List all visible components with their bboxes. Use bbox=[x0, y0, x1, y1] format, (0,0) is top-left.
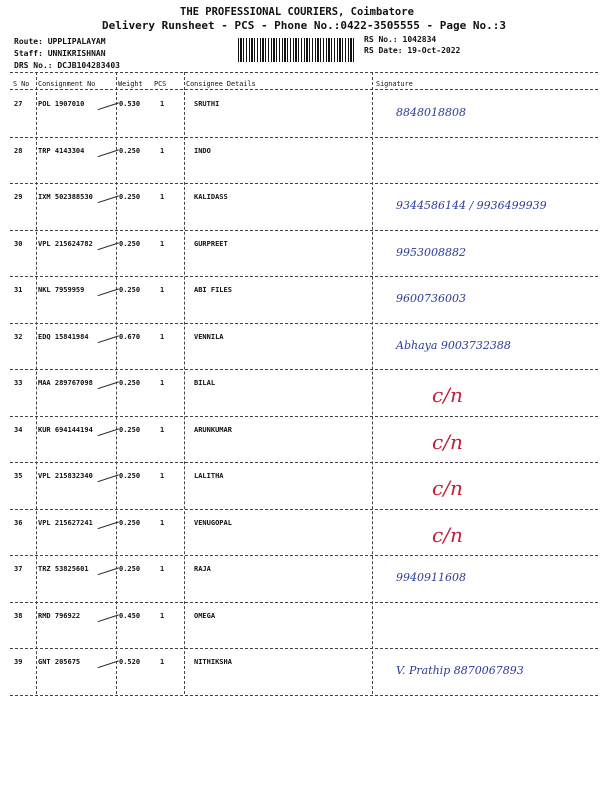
pieces-count: 1 bbox=[160, 565, 165, 573]
weight-value: 0.250 bbox=[119, 518, 141, 527]
consignment-number: GNT 205675 bbox=[38, 658, 81, 666]
weight-value: 0.250 bbox=[119, 239, 141, 248]
col-header-weight: Weight bbox=[118, 80, 143, 88]
serial-number: 37 bbox=[14, 565, 23, 573]
barcode-image bbox=[238, 38, 356, 62]
consignee-name: VENNILA bbox=[194, 332, 224, 341]
col-header-pcs: PCS bbox=[154, 80, 167, 88]
consignee-name: KALIDASS bbox=[194, 193, 228, 201]
row-divider bbox=[10, 602, 598, 603]
serial-number: 32 bbox=[14, 332, 23, 341]
serial-number: 39 bbox=[14, 658, 23, 666]
pieces-count: 1 bbox=[160, 332, 165, 341]
row-divider bbox=[10, 183, 598, 184]
signature-handwriting: 9940911608 bbox=[396, 571, 466, 584]
serial-number: 33 bbox=[14, 379, 23, 387]
consignment-number: VPL 215832340 bbox=[38, 472, 93, 480]
pieces-count: 1 bbox=[160, 518, 165, 527]
consignee-name: RAJA bbox=[194, 565, 211, 573]
weight-value: 0.250 bbox=[119, 472, 141, 480]
pieces-count: 1 bbox=[160, 658, 165, 666]
consignee-name: SRUTHI bbox=[194, 100, 220, 108]
cn-mark: c/n bbox=[432, 429, 463, 454]
consignment-number: VPL 215627241 bbox=[38, 518, 93, 527]
serial-number: 31 bbox=[14, 286, 23, 294]
consignment-number: NKL 7959959 bbox=[38, 286, 85, 294]
pieces-count: 1 bbox=[160, 379, 165, 387]
col-header-consignment: Consignment No bbox=[38, 80, 96, 88]
row-divider bbox=[10, 509, 598, 510]
header-rule bbox=[10, 89, 598, 90]
weight-value: 0.530 bbox=[119, 100, 141, 108]
pieces-count: 1 bbox=[160, 146, 165, 155]
consignment-number: TRZ 53825601 bbox=[38, 565, 89, 573]
consignee-name: BILAL bbox=[194, 379, 216, 387]
pieces-count: 1 bbox=[160, 472, 165, 480]
consignee-name: ABI FILES bbox=[194, 286, 232, 294]
signature-handwriting: 8848018808 bbox=[396, 106, 466, 119]
consignee-name: NITHIKSHA bbox=[194, 658, 232, 666]
document-title: THE PROFESSIONAL COURIERS, Coimbatore bbox=[180, 6, 414, 18]
weight-value: 0.520 bbox=[119, 658, 141, 666]
consignee-name: GURPREET bbox=[194, 239, 228, 248]
serial-number: 38 bbox=[14, 611, 23, 620]
row-divider bbox=[10, 648, 598, 649]
row-divider bbox=[10, 416, 598, 417]
consignee-name: INDO bbox=[194, 146, 211, 155]
serial-number: 36 bbox=[14, 518, 23, 527]
weight-value: 0.250 bbox=[119, 193, 141, 201]
staff-label: Staff: UNNIKRISHNAN bbox=[14, 49, 106, 58]
weight-value: 0.450 bbox=[119, 611, 141, 620]
document-subtitle: Delivery Runsheet - PCS - Phone No.:0422-3505555 - Page No.:3 bbox=[102, 19, 506, 32]
weight-value: 0.250 bbox=[119, 286, 141, 294]
cn-mark: c/n bbox=[432, 476, 463, 500]
row-divider bbox=[10, 276, 598, 277]
consignment-number: KUR 694144194 bbox=[38, 425, 93, 434]
consignee-name: VENUGOPAL bbox=[194, 518, 232, 527]
cn-mark: c/n bbox=[432, 522, 463, 547]
signature-handwriting: 9344586144 / 9936499939 bbox=[396, 199, 547, 212]
row-divider bbox=[10, 555, 598, 556]
consignee-name: ARUNKUMAR bbox=[194, 425, 232, 434]
consignment-number: EDQ 15841984 bbox=[38, 332, 89, 341]
consignment-number: IXM 502388530 bbox=[38, 193, 93, 201]
col-header-sno: S No bbox=[13, 80, 30, 88]
row-divider bbox=[10, 462, 598, 463]
consignment-number: POL 1907010 bbox=[38, 100, 85, 108]
row-divider bbox=[10, 323, 598, 324]
weight-value: 0.250 bbox=[119, 565, 141, 573]
drs-number: DRS No.: DCJB104283403 bbox=[14, 61, 120, 70]
pieces-count: 1 bbox=[160, 193, 165, 201]
pieces-count: 1 bbox=[160, 286, 165, 294]
rs-number: RS No.: 1042834 bbox=[364, 35, 437, 44]
row-divider bbox=[10, 137, 598, 138]
serial-number: 27 bbox=[14, 100, 23, 108]
signature-handwriting: V. Prathip 8870067893 bbox=[396, 664, 524, 677]
weight-value: 0.670 bbox=[119, 332, 141, 341]
row-divider bbox=[10, 695, 598, 696]
weight-value: 0.250 bbox=[119, 379, 141, 387]
table-top-rule bbox=[10, 72, 598, 73]
pieces-count: 1 bbox=[160, 100, 165, 108]
cn-mark: c/n bbox=[432, 383, 463, 407]
consignee-name: OMEGA bbox=[194, 611, 216, 620]
consignee-name: LALITHA bbox=[194, 472, 224, 480]
row-divider bbox=[10, 230, 598, 231]
weight-value: 0.250 bbox=[119, 425, 141, 434]
consignment-number: RMD 796922 bbox=[38, 611, 81, 620]
serial-number: 34 bbox=[14, 425, 23, 434]
rs-date: RS Date: 19-Oct-2022 bbox=[364, 46, 461, 55]
consignment-number: MAA 289767098 bbox=[38, 379, 93, 387]
pieces-count: 1 bbox=[160, 611, 165, 620]
weight-value: 0.250 bbox=[119, 146, 141, 155]
col-header-signature: Signature bbox=[376, 80, 413, 88]
signature-handwriting: Abhaya 9003732388 bbox=[396, 338, 511, 352]
serial-number: 29 bbox=[14, 193, 23, 201]
serial-number: 28 bbox=[14, 146, 23, 155]
serial-number: 30 bbox=[14, 239, 23, 248]
pieces-count: 1 bbox=[160, 239, 165, 248]
serial-number: 35 bbox=[14, 472, 23, 480]
route-label: Route: UPPLIPALAYAM bbox=[14, 37, 106, 46]
consignment-number: VPL 215624782 bbox=[38, 239, 93, 248]
signature-handwriting: 9953008882 bbox=[396, 245, 466, 259]
signature-handwriting: 9600736003 bbox=[396, 292, 466, 305]
pieces-count: 1 bbox=[160, 425, 165, 434]
col-header-consignee: Consignee Details bbox=[186, 80, 256, 88]
row-divider bbox=[10, 369, 598, 370]
consignment-number: TRP 4143304 bbox=[38, 146, 85, 155]
